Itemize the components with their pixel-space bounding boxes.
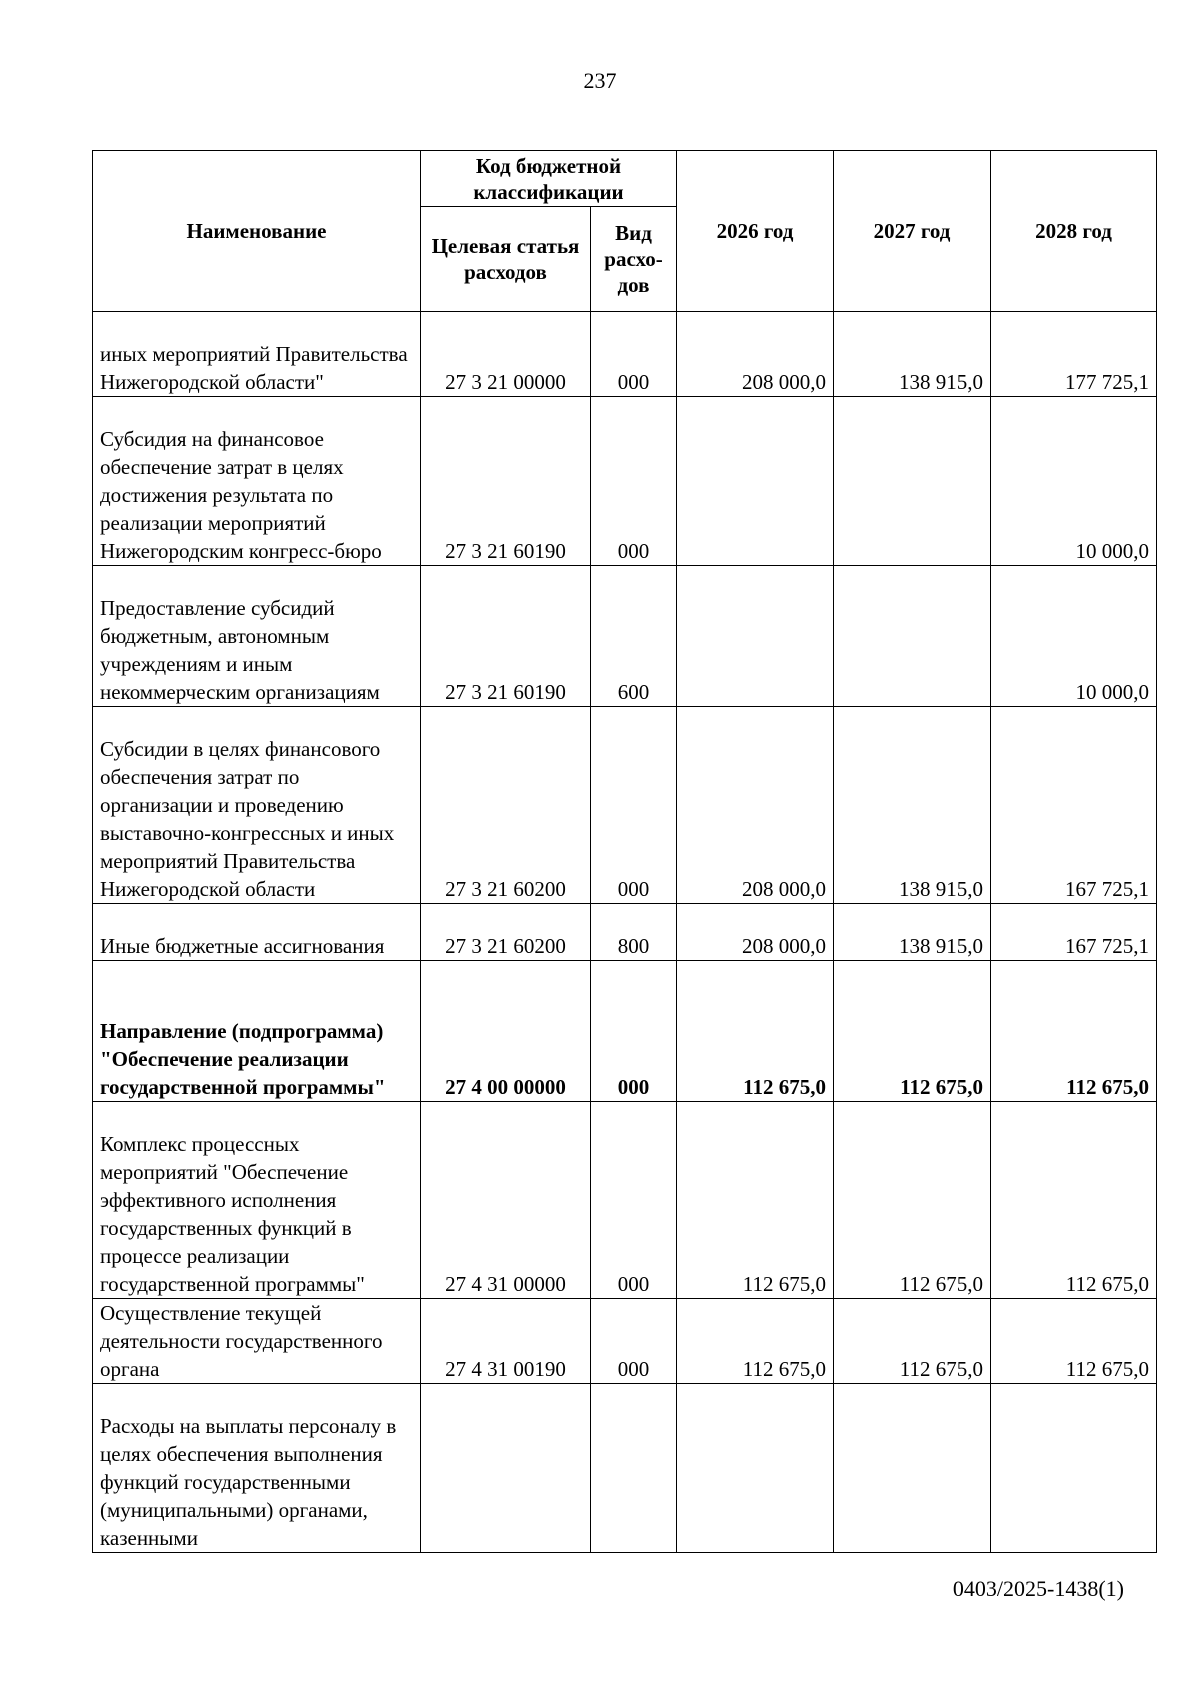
row-name: Комплекс процессных мероприятий "Обеспечение эффективного исполнения государственных функций в процессе реализации государственной программы" bbox=[93, 1102, 421, 1299]
row-target-code: 27 3 21 60190 bbox=[421, 397, 591, 566]
row-2027: 138 915,0 bbox=[834, 904, 991, 961]
row-2026: 208 000,0 bbox=[677, 707, 834, 904]
row-2028: 112 675,0 bbox=[991, 961, 1157, 1102]
row-kind-code: 000 bbox=[591, 707, 677, 904]
row-name: Осуществление текущей деятельности государственного органа bbox=[93, 1299, 421, 1384]
header-2027: 2027 год bbox=[834, 151, 991, 312]
document-code: 0403/2025-1438(1) bbox=[952, 1576, 1124, 1601]
header-name: Наименование bbox=[93, 151, 421, 312]
row-target-code: 27 4 00 00000 bbox=[421, 961, 591, 1102]
row-kind-code: 000 bbox=[591, 1299, 677, 1384]
row-target-code: 27 3 21 60200 bbox=[421, 707, 591, 904]
row-2027: 112 675,0 bbox=[834, 961, 991, 1102]
row-2028: 112 675,0 bbox=[991, 1299, 1157, 1384]
row-kind-code: 000 bbox=[591, 397, 677, 566]
row-2028 bbox=[991, 1384, 1157, 1553]
row-2026: 112 675,0 bbox=[677, 1299, 834, 1384]
row-2026 bbox=[677, 566, 834, 707]
row-2027: 112 675,0 bbox=[834, 1299, 991, 1384]
table-row bbox=[93, 397, 1157, 566]
row-name: Субсидия на финансовое обеспечение затрат в целях достижения результата по реализации мероприятий Нижегородским конгресс-бюро bbox=[93, 397, 421, 566]
row-kind-code: 000 bbox=[591, 961, 677, 1102]
row-name: Иные бюджетные ассигнования bbox=[93, 904, 421, 961]
row-2026: 112 675,0 bbox=[677, 961, 834, 1102]
table-row bbox=[93, 1384, 1157, 1553]
row-name: Направление (подпрограмма) "Обеспечение реализации государственной программы" bbox=[93, 961, 421, 1102]
row-target-code: 27 3 21 00000 bbox=[421, 312, 591, 397]
row-2028: 177 725,1 bbox=[991, 312, 1157, 397]
row-2028: 167 725,1 bbox=[991, 904, 1157, 961]
row-2027: 138 915,0 bbox=[834, 312, 991, 397]
header-target-article: Целевая статья расходов bbox=[421, 207, 591, 312]
row-2027 bbox=[834, 1384, 991, 1553]
row-2027: 112 675,0 bbox=[834, 1102, 991, 1299]
row-2027 bbox=[834, 566, 991, 707]
row-name: иных мероприятий Правительства Нижегородской области" bbox=[93, 312, 421, 397]
table-row bbox=[93, 312, 1157, 397]
row-2026: 208 000,0 bbox=[677, 904, 834, 961]
row-2028: 167 725,1 bbox=[991, 707, 1157, 904]
row-2026 bbox=[677, 1384, 834, 1553]
table-row bbox=[93, 707, 1157, 904]
page-number: 237 bbox=[583, 68, 617, 93]
row-2027 bbox=[834, 397, 991, 566]
row-kind-code: 800 bbox=[591, 904, 677, 961]
header-budget-code-group: Код бюджетной классификации bbox=[421, 151, 677, 207]
row-2028: 10 000,0 bbox=[991, 566, 1157, 707]
table-header bbox=[93, 151, 1157, 312]
row-2027: 138 915,0 bbox=[834, 707, 991, 904]
table-row bbox=[93, 904, 1157, 961]
row-target-code: 27 4 31 00000 bbox=[421, 1102, 591, 1299]
budget-table bbox=[92, 150, 1157, 1553]
row-name: Субсидии в целях финансового обеспечения затрат по организации и проведению выставочно-конгрессных и иных мероприятий Правительства Нижегородской области bbox=[93, 707, 421, 904]
row-target-code: 27 3 21 60200 bbox=[421, 904, 591, 961]
row-kind-code bbox=[591, 1384, 677, 1553]
row-2026: 208 000,0 bbox=[677, 312, 834, 397]
row-2026: 112 675,0 bbox=[677, 1102, 834, 1299]
row-name: Расходы на выплаты персоналу в целях обеспечения выполнения функций государственными (муниципальными) органами, казенными bbox=[93, 1384, 421, 1553]
header-2026: 2026 год bbox=[677, 151, 834, 312]
row-2026 bbox=[677, 397, 834, 566]
row-kind-code: 600 bbox=[591, 566, 677, 707]
table-row bbox=[93, 961, 1157, 1102]
table-row bbox=[93, 1299, 1157, 1384]
table-row bbox=[93, 566, 1157, 707]
table-row bbox=[93, 1102, 1157, 1299]
row-2028: 10 000,0 bbox=[991, 397, 1157, 566]
row-target-code: 27 4 31 00190 bbox=[421, 1299, 591, 1384]
header-2028: 2028 год bbox=[991, 151, 1157, 312]
row-kind-code: 000 bbox=[591, 312, 677, 397]
row-target-code bbox=[421, 1384, 591, 1553]
row-name: Предоставление субсидий бюджетным, автономным учреждениям и иным некоммерческим организациям bbox=[93, 566, 421, 707]
row-target-code: 27 3 21 60190 bbox=[421, 566, 591, 707]
row-2028: 112 675,0 bbox=[991, 1102, 1157, 1299]
header-expense-kind: Вид расхо- дов bbox=[591, 207, 677, 312]
row-kind-code: 000 bbox=[591, 1102, 677, 1299]
